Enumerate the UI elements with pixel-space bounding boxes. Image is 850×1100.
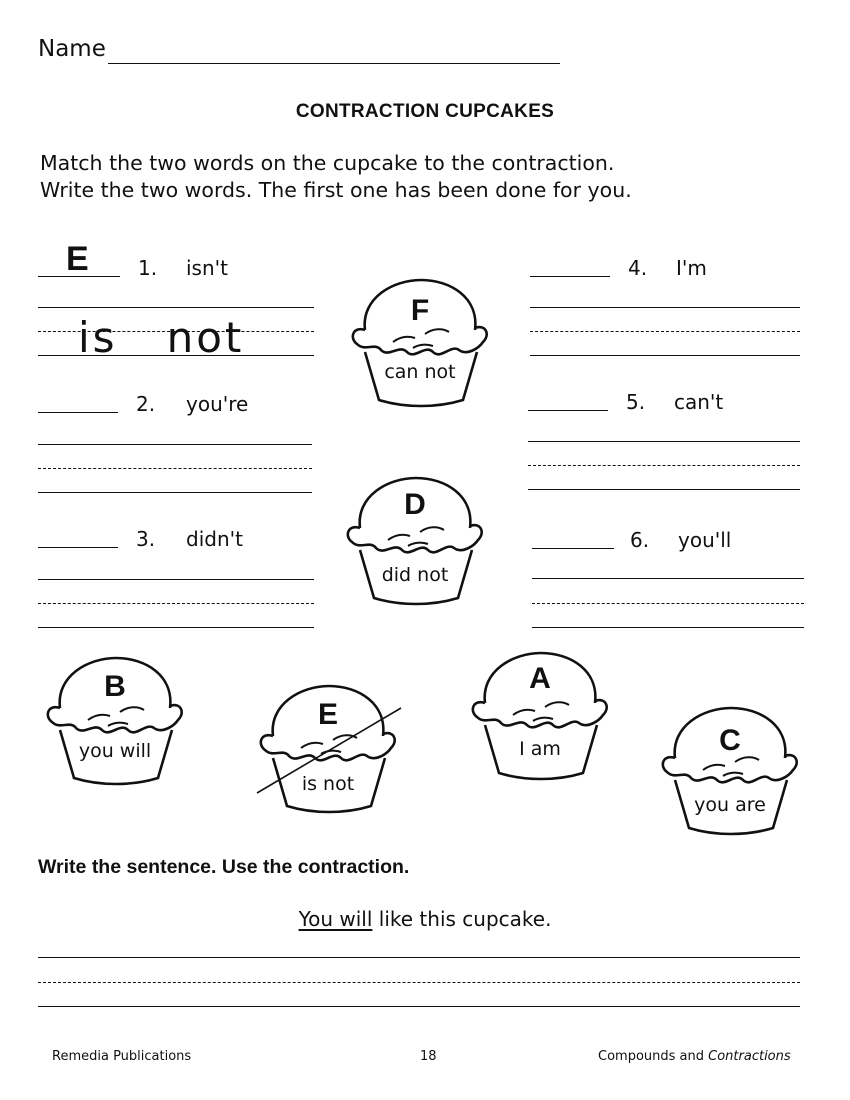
cupcake-c[interactable] xyxy=(655,700,805,840)
worksheet-title: CONTRACTION CUPCAKES xyxy=(295,101,555,122)
name-label: Name xyxy=(38,36,106,62)
item-number-3: 3. xyxy=(136,527,156,551)
cupcake-f-icon xyxy=(345,272,495,412)
cupcake-words: did not xyxy=(381,564,449,586)
writing-line-top-2[interactable] xyxy=(38,444,312,445)
item-word-2: you're xyxy=(186,392,249,416)
sentence-rest: like this cupcake. xyxy=(372,907,552,931)
writing-line-bottom-4[interactable] xyxy=(530,355,800,356)
name-line[interactable] xyxy=(108,63,560,64)
cupcake-letter: D xyxy=(404,488,426,521)
cupcake-letter: F xyxy=(410,294,430,327)
writing-line-top-5[interactable] xyxy=(528,441,800,442)
writing-line-top-1[interactable] xyxy=(38,307,314,308)
item-word-3: didn't xyxy=(186,527,243,551)
answer-blank-2[interactable] xyxy=(38,412,118,413)
example-sentence xyxy=(0,907,850,931)
writing-line-mid-5[interactable] xyxy=(528,465,800,466)
page-number: 18 xyxy=(420,1049,437,1064)
answer-blank-3[interactable] xyxy=(38,547,118,548)
cupcake-words: is not xyxy=(301,773,355,795)
item-word-1: isn't xyxy=(186,256,228,280)
instruction-line-2: Write the two words. The first one has been done for you. xyxy=(40,178,632,202)
cupcake-f[interactable] xyxy=(345,272,495,412)
instruction-line-1: Match the two words on the cupcake to the contraction. xyxy=(40,151,615,175)
cupcake-words: you are xyxy=(694,794,766,816)
sentence-line-mid[interactable] xyxy=(38,982,800,983)
footer-book-title xyxy=(598,1049,791,1064)
item-number-2: 2. xyxy=(136,392,156,416)
writing-line-top-3[interactable] xyxy=(38,579,314,580)
answer-blank-5[interactable] xyxy=(528,410,608,411)
cupcake-e[interactable] xyxy=(253,678,403,818)
writing-line-bottom-6[interactable] xyxy=(532,627,804,628)
sentence-line-bottom[interactable] xyxy=(38,1006,800,1007)
item-number-1: 1. xyxy=(138,256,158,280)
writing-line-bottom-3[interactable] xyxy=(38,627,314,628)
footer-book-title-italic: Contractions xyxy=(708,1049,791,1064)
item-number-5: 5. xyxy=(626,390,646,414)
sentence-instruction: Write the sentence. Use the contraction. xyxy=(38,856,410,878)
writing-line-mid-6[interactable] xyxy=(532,603,804,604)
writing-line-mid-2[interactable] xyxy=(38,468,312,469)
cupcake-words: can not xyxy=(384,361,456,383)
sentence-underlined-words: You will xyxy=(298,907,373,931)
writing-line-bottom-2[interactable] xyxy=(38,492,312,493)
item-word-5: can't xyxy=(674,390,724,414)
writing-line-top-4[interactable] xyxy=(530,307,800,308)
cupcake-words: you will xyxy=(78,740,152,762)
cupcake-b[interactable] xyxy=(40,650,190,790)
footer-book-title-plain: Compounds and xyxy=(598,1049,709,1064)
cupcake-words: I am xyxy=(519,738,561,760)
cupcake-a[interactable] xyxy=(465,645,615,785)
cupcake-letter: A xyxy=(529,662,551,695)
cross-out-mark xyxy=(253,678,403,818)
writing-line-top-6[interactable] xyxy=(532,578,804,579)
item-word-4: I'm xyxy=(676,256,707,280)
sentence-line-top[interactable] xyxy=(38,957,800,958)
answer-words-1: is not xyxy=(78,313,245,362)
writing-line-mid-3[interactable] xyxy=(38,603,314,604)
item-number-4: 4. xyxy=(628,256,648,280)
footer-publisher: Remedia Publications xyxy=(52,1049,192,1064)
answer-blank-4[interactable] xyxy=(530,276,610,277)
cupcake-c-icon xyxy=(655,700,805,840)
answer-blank-6[interactable] xyxy=(532,548,614,549)
cupcake-d[interactable] xyxy=(340,470,490,610)
writing-line-bottom-5[interactable] xyxy=(528,489,800,490)
item-word-6: you'll xyxy=(678,528,732,552)
item-number-6: 6. xyxy=(630,528,650,552)
cupcake-letter: C xyxy=(719,724,741,757)
cupcake-letter: E xyxy=(317,698,338,731)
cupcake-letter: B xyxy=(104,670,126,703)
answer-letter-1: E xyxy=(66,240,89,278)
writing-line-mid-4[interactable] xyxy=(530,331,800,332)
